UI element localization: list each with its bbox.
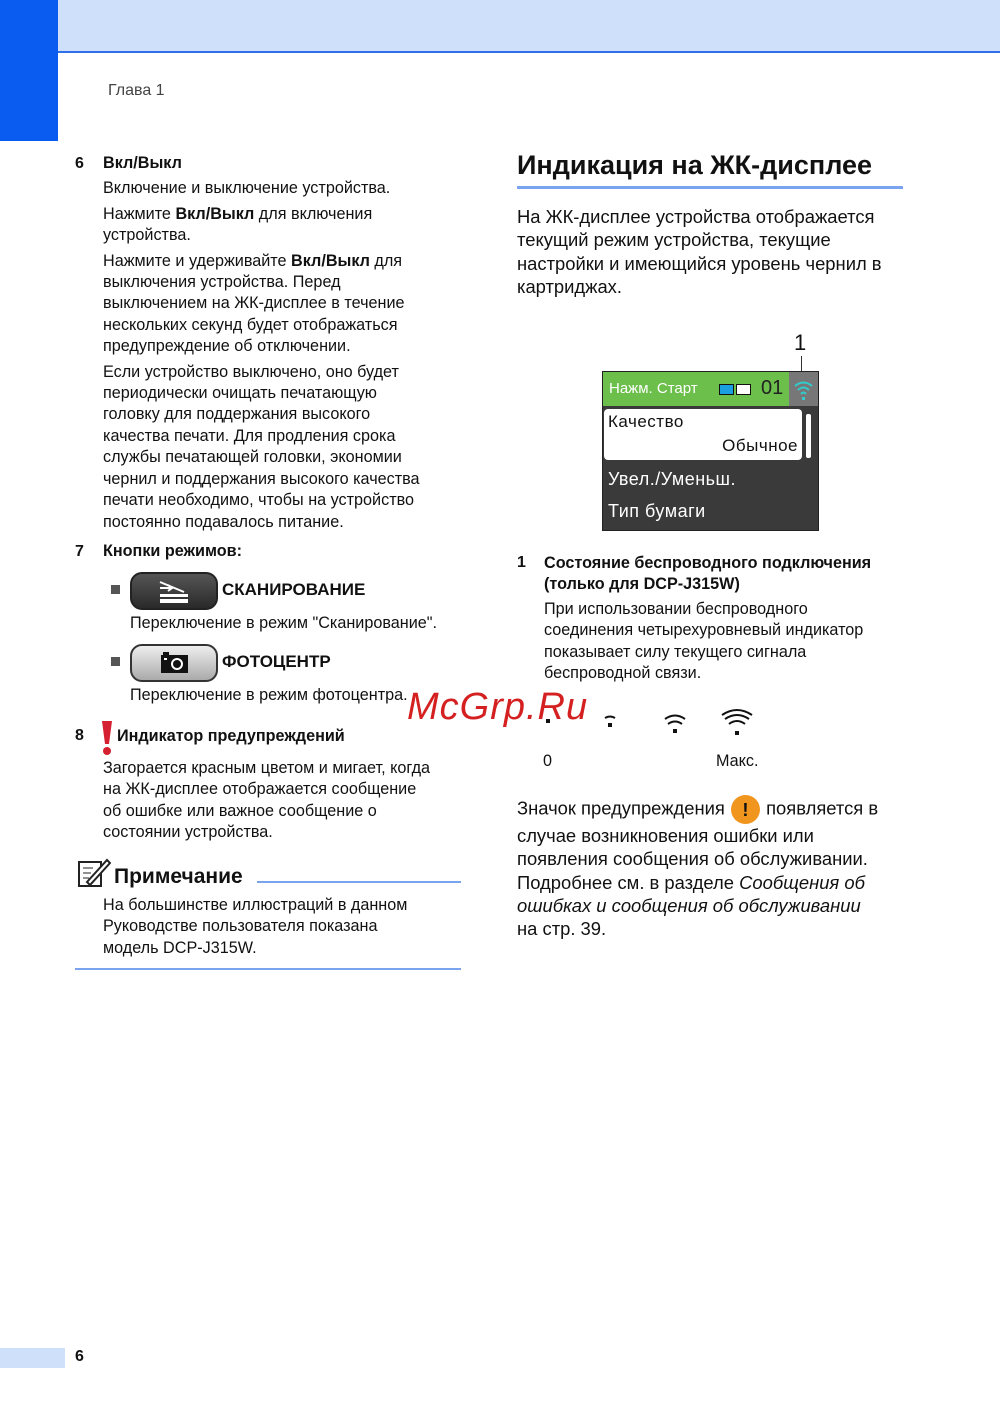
scan-button-icon — [130, 572, 218, 610]
item-number: 7 — [75, 543, 84, 560]
wifi-status-icon — [789, 372, 818, 406]
signal-min-label: 0 — [543, 752, 553, 770]
text: для — [369, 251, 403, 270]
text: об ошибке или важное сообщение о — [103, 801, 377, 820]
item-title: Индикатор предупреждений — [117, 727, 345, 745]
text: периодически очищать печатающую — [103, 384, 377, 403]
intro-text — [517, 205, 882, 298]
text: нескольких секунд будет отображаться — [103, 315, 398, 334]
item-number: 6 — [75, 155, 84, 172]
text: чернил и поддержания высокого качества — [103, 469, 420, 488]
section-title: Индикация на ЖК-дисплее — [517, 150, 873, 180]
watermark: McGrp.Ru — [407, 686, 589, 728]
text: выключением на ЖК-дисплее в течение — [103, 294, 405, 313]
footer-band — [0, 1348, 65, 1368]
text: Подробнее см. в разделе — [517, 871, 740, 893]
chapter-tab — [0, 0, 58, 141]
link-text[interactable]: ошибках и сообщения об обслуживании — [517, 894, 861, 916]
photo-label: ФОТОЦЕНТР — [222, 652, 331, 671]
text: появляется в — [760, 797, 879, 819]
header-band — [0, 0, 1000, 53]
text: выключения устройства. Перед — [103, 273, 341, 292]
ink-white-icon — [736, 384, 751, 395]
paragraph: Включение и выключение устройства. — [103, 179, 391, 198]
bullet-icon — [111, 657, 120, 666]
item-8-text — [103, 758, 430, 844]
text: Состояние беспроводного подключения — [544, 554, 872, 572]
lcd-item-label: Качество — [608, 412, 684, 431]
warning-exclamation-icon — [100, 720, 114, 756]
text: случае возникновения ошибки или — [517, 825, 814, 846]
text: Нажмите — [103, 204, 176, 223]
note-pencil-icon — [77, 856, 111, 890]
warning-icon: ! — [731, 795, 760, 824]
text: устройства. — [103, 226, 191, 245]
bullet-icon — [111, 585, 120, 594]
item-number: 8 — [75, 727, 84, 744]
page-number: 6 — [75, 1348, 84, 1365]
photo-button-icon — [130, 644, 218, 682]
scan-description: Переключение в режим "Сканирование". — [130, 614, 437, 632]
lcd-status: Нажм. Старт — [609, 380, 698, 397]
text: настройки и имеющийся уровень чернил в — [517, 252, 882, 274]
text: Если устройство выключено, оно будет — [103, 362, 399, 381]
link-text[interactable]: Сообщения об — [739, 871, 865, 893]
lcd-scrollbar — [806, 414, 811, 458]
chapter-label: Глава 1 — [108, 82, 165, 99]
paragraph — [103, 251, 465, 358]
warning-paragraph — [517, 795, 917, 940]
lcd-item: Тип бумаги — [608, 501, 706, 521]
ink-cyan-icon — [719, 384, 734, 395]
signal-max-label: Макс. — [716, 752, 759, 770]
text: службы печатающей головки, экономии — [103, 448, 402, 467]
text: модель DCP-J315W. — [103, 938, 257, 957]
lcd-quality-item — [604, 409, 802, 460]
text: соединения четырехуровневый индикатор — [544, 621, 864, 640]
item-1-title — [544, 553, 871, 596]
scan-label: СКАНИРОВАНИЕ — [222, 580, 366, 599]
text: печати необходимо, чтобы на устройство — [103, 491, 415, 510]
item-1-text — [544, 599, 863, 685]
text: На ЖК-дисплее устройства отображается — [517, 206, 875, 227]
text: предупреждение об отключении. — [103, 337, 351, 356]
text: Значок предупреждения — [517, 797, 725, 819]
note-text — [103, 895, 407, 959]
text: (только для DCP-J315W) — [544, 575, 740, 594]
lcd-screen — [602, 371, 819, 531]
title-underline — [517, 186, 903, 189]
note-title: Примечание — [114, 865, 243, 888]
text: беспроводной связи. — [544, 664, 702, 683]
text: картриджах. — [517, 275, 622, 297]
text: Нажмите и удерживайте — [103, 251, 292, 270]
item-number: 1 — [517, 554, 526, 571]
text: качества печати. Для продления срока — [103, 426, 396, 445]
text-bold: Вкл/Выкл — [291, 251, 370, 270]
lcd-item: Увел./Уменьш. — [608, 469, 736, 489]
text: При использовании беспроводного — [544, 600, 808, 618]
paragraph — [103, 204, 465, 247]
text: На большинстве иллюстраций в данном — [103, 896, 408, 914]
lcd-item-value: Обычное — [722, 436, 798, 455]
callout-number: 1 — [794, 330, 807, 355]
item-6 — [75, 153, 465, 533]
item-title: Кнопки режимов: — [103, 542, 242, 560]
text: состоянии устройства. — [103, 823, 273, 842]
text: постоянно подавалось питание. — [103, 512, 344, 531]
text: появления сообщения об обслуживании. — [517, 848, 868, 870]
photo-description: Переключение в режим фотоцентра. — [130, 686, 408, 704]
text: показывает силу текущего сигнала — [544, 642, 807, 661]
note-bottom-rule — [75, 968, 461, 970]
lcd-copies: 01 — [761, 377, 784, 399]
text: текущий режим устройства, текущие — [517, 229, 831, 251]
text: Загорается красным цветом и мигает, когда — [103, 759, 431, 777]
item-title: Вкл/Выкл — [103, 154, 182, 172]
note-rule — [257, 881, 461, 883]
text: на ЖК-дисплее отображается сообщение — [103, 780, 417, 799]
text: для включения — [254, 204, 373, 223]
text: головку для поддержания высокого — [103, 405, 371, 424]
lcd-status-bar — [603, 372, 818, 406]
text: Руководстве пользователя показана — [103, 917, 378, 936]
text: на стр. 39. — [517, 918, 607, 940]
text-bold: Вкл/Выкл — [175, 204, 255, 223]
paragraph — [103, 362, 465, 533]
